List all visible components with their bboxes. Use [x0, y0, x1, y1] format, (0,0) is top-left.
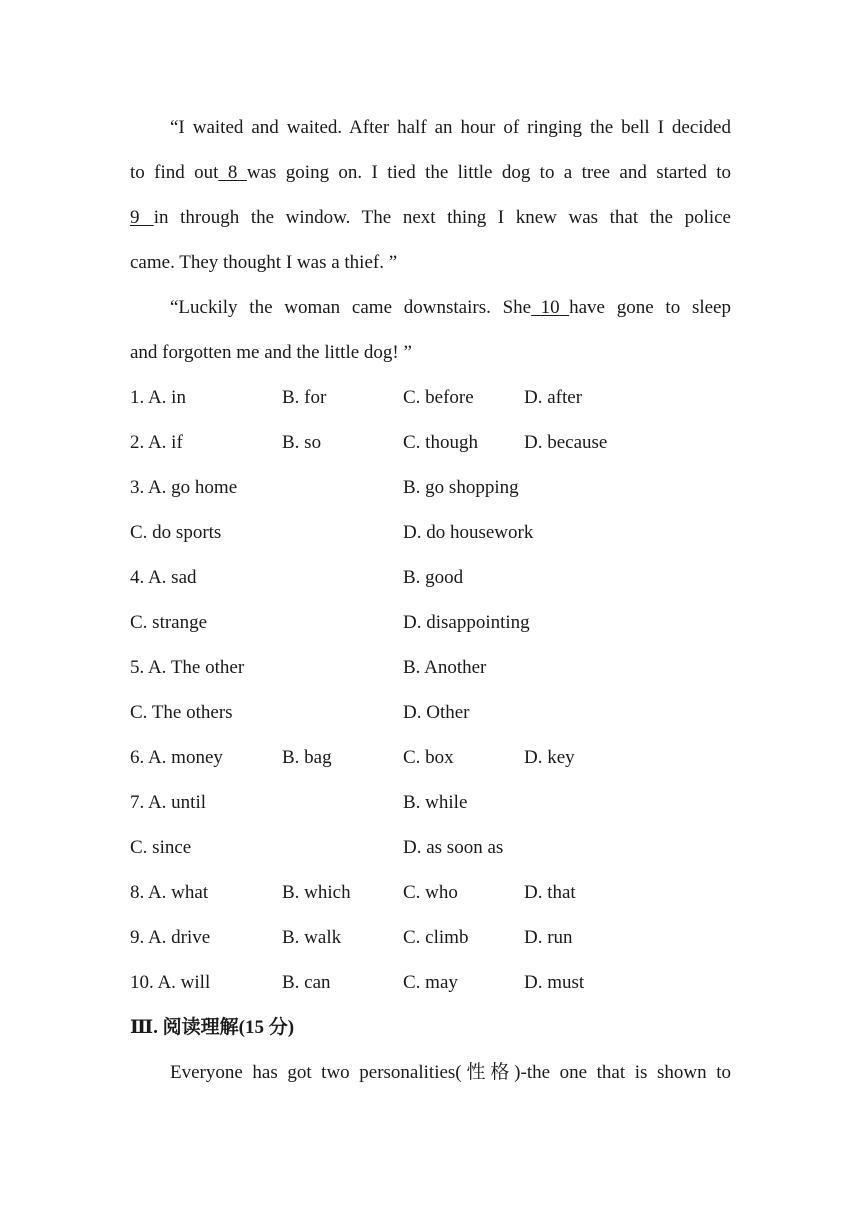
passage-line: [170, 1061, 731, 1085]
answer-blank-8: 8: [227, 162, 238, 183]
option-d: D. disappointing: [403, 612, 530, 633]
passage-text: Everyone has got two personalities(性格)-the one that is shown to: [170, 1062, 731, 1083]
option-d: D. do housework: [403, 522, 534, 543]
passage-line: [170, 116, 731, 140]
option-d: D. run: [524, 927, 573, 948]
option-a: 1. A. in: [130, 387, 186, 408]
passage-text: in through the window. The next thing I knew was that the police: [153, 207, 731, 228]
option-c: C. strange: [130, 612, 208, 633]
passage-text: “Luckily the woman came downstairs. She: [170, 297, 532, 318]
option-a: 8. A. what: [130, 882, 209, 903]
option-c: C. The others: [130, 702, 233, 723]
option-b: B. can: [282, 972, 331, 993]
option-d: D. after: [524, 387, 583, 408]
option-b: B. for: [282, 387, 327, 408]
section-heading: Ⅲ. 阅读理解(15 分): [130, 1017, 295, 1038]
option-b: B. while: [403, 792, 468, 813]
passage-line: [170, 296, 731, 320]
option-a: 4. A. sad: [130, 567, 197, 588]
option-c: C. who: [403, 882, 458, 903]
passage-text: “I waited and waited. After half an hour of ringing the bell I decided: [170, 117, 731, 138]
option-b: B. good: [403, 567, 464, 588]
passage-text: and forgotten me and the little dog! ”: [130, 342, 412, 363]
option-c: C. may: [403, 972, 458, 993]
option-d: D. Other: [403, 702, 470, 723]
option-b: B. go shopping: [403, 477, 519, 498]
option-a: 3. A. go home: [130, 477, 238, 498]
option-c: C. do sports: [130, 522, 222, 543]
option-b: B. bag: [282, 747, 332, 768]
option-a: 2. A. if: [130, 432, 183, 453]
option-d: D. must: [524, 972, 585, 993]
option-c: C. box: [403, 747, 454, 768]
option-a: 7. A. until: [130, 792, 207, 813]
option-d: D. key: [524, 747, 575, 768]
option-a: 5. A. The other: [130, 657, 245, 678]
option-c: C. climb: [403, 927, 469, 948]
passage-line: [130, 206, 731, 230]
option-c: C. before: [403, 387, 474, 408]
option-a: 9. A. drive: [130, 927, 211, 948]
option-c: C. though: [403, 432, 478, 453]
option-b: B. Another: [403, 657, 487, 678]
passage-text: have gone to sleep: [569, 297, 731, 318]
option-c: C. since: [130, 837, 192, 858]
option-b: B. so: [282, 432, 322, 453]
option-b: B. which: [282, 882, 351, 903]
option-a: 10. A. will: [130, 972, 211, 993]
passage-line: [130, 251, 731, 275]
option-a: 6. A. money: [130, 747, 223, 768]
answer-blank-10: 10: [540, 297, 560, 318]
passage-text: was going on. I tied the little dog to a tree and started to: [246, 162, 731, 183]
passage-text: to find out: [130, 162, 219, 183]
passage-text: came. They thought I was a thief. ”: [130, 252, 398, 273]
answer-blank-9: 9: [130, 207, 140, 228]
option-d: D. because: [524, 432, 608, 453]
option-b: B. walk: [282, 927, 342, 948]
option-d: D. that: [524, 882, 576, 903]
passage-line: [130, 341, 731, 365]
passage-line: [130, 161, 731, 185]
option-d: D. as soon as: [403, 837, 504, 858]
